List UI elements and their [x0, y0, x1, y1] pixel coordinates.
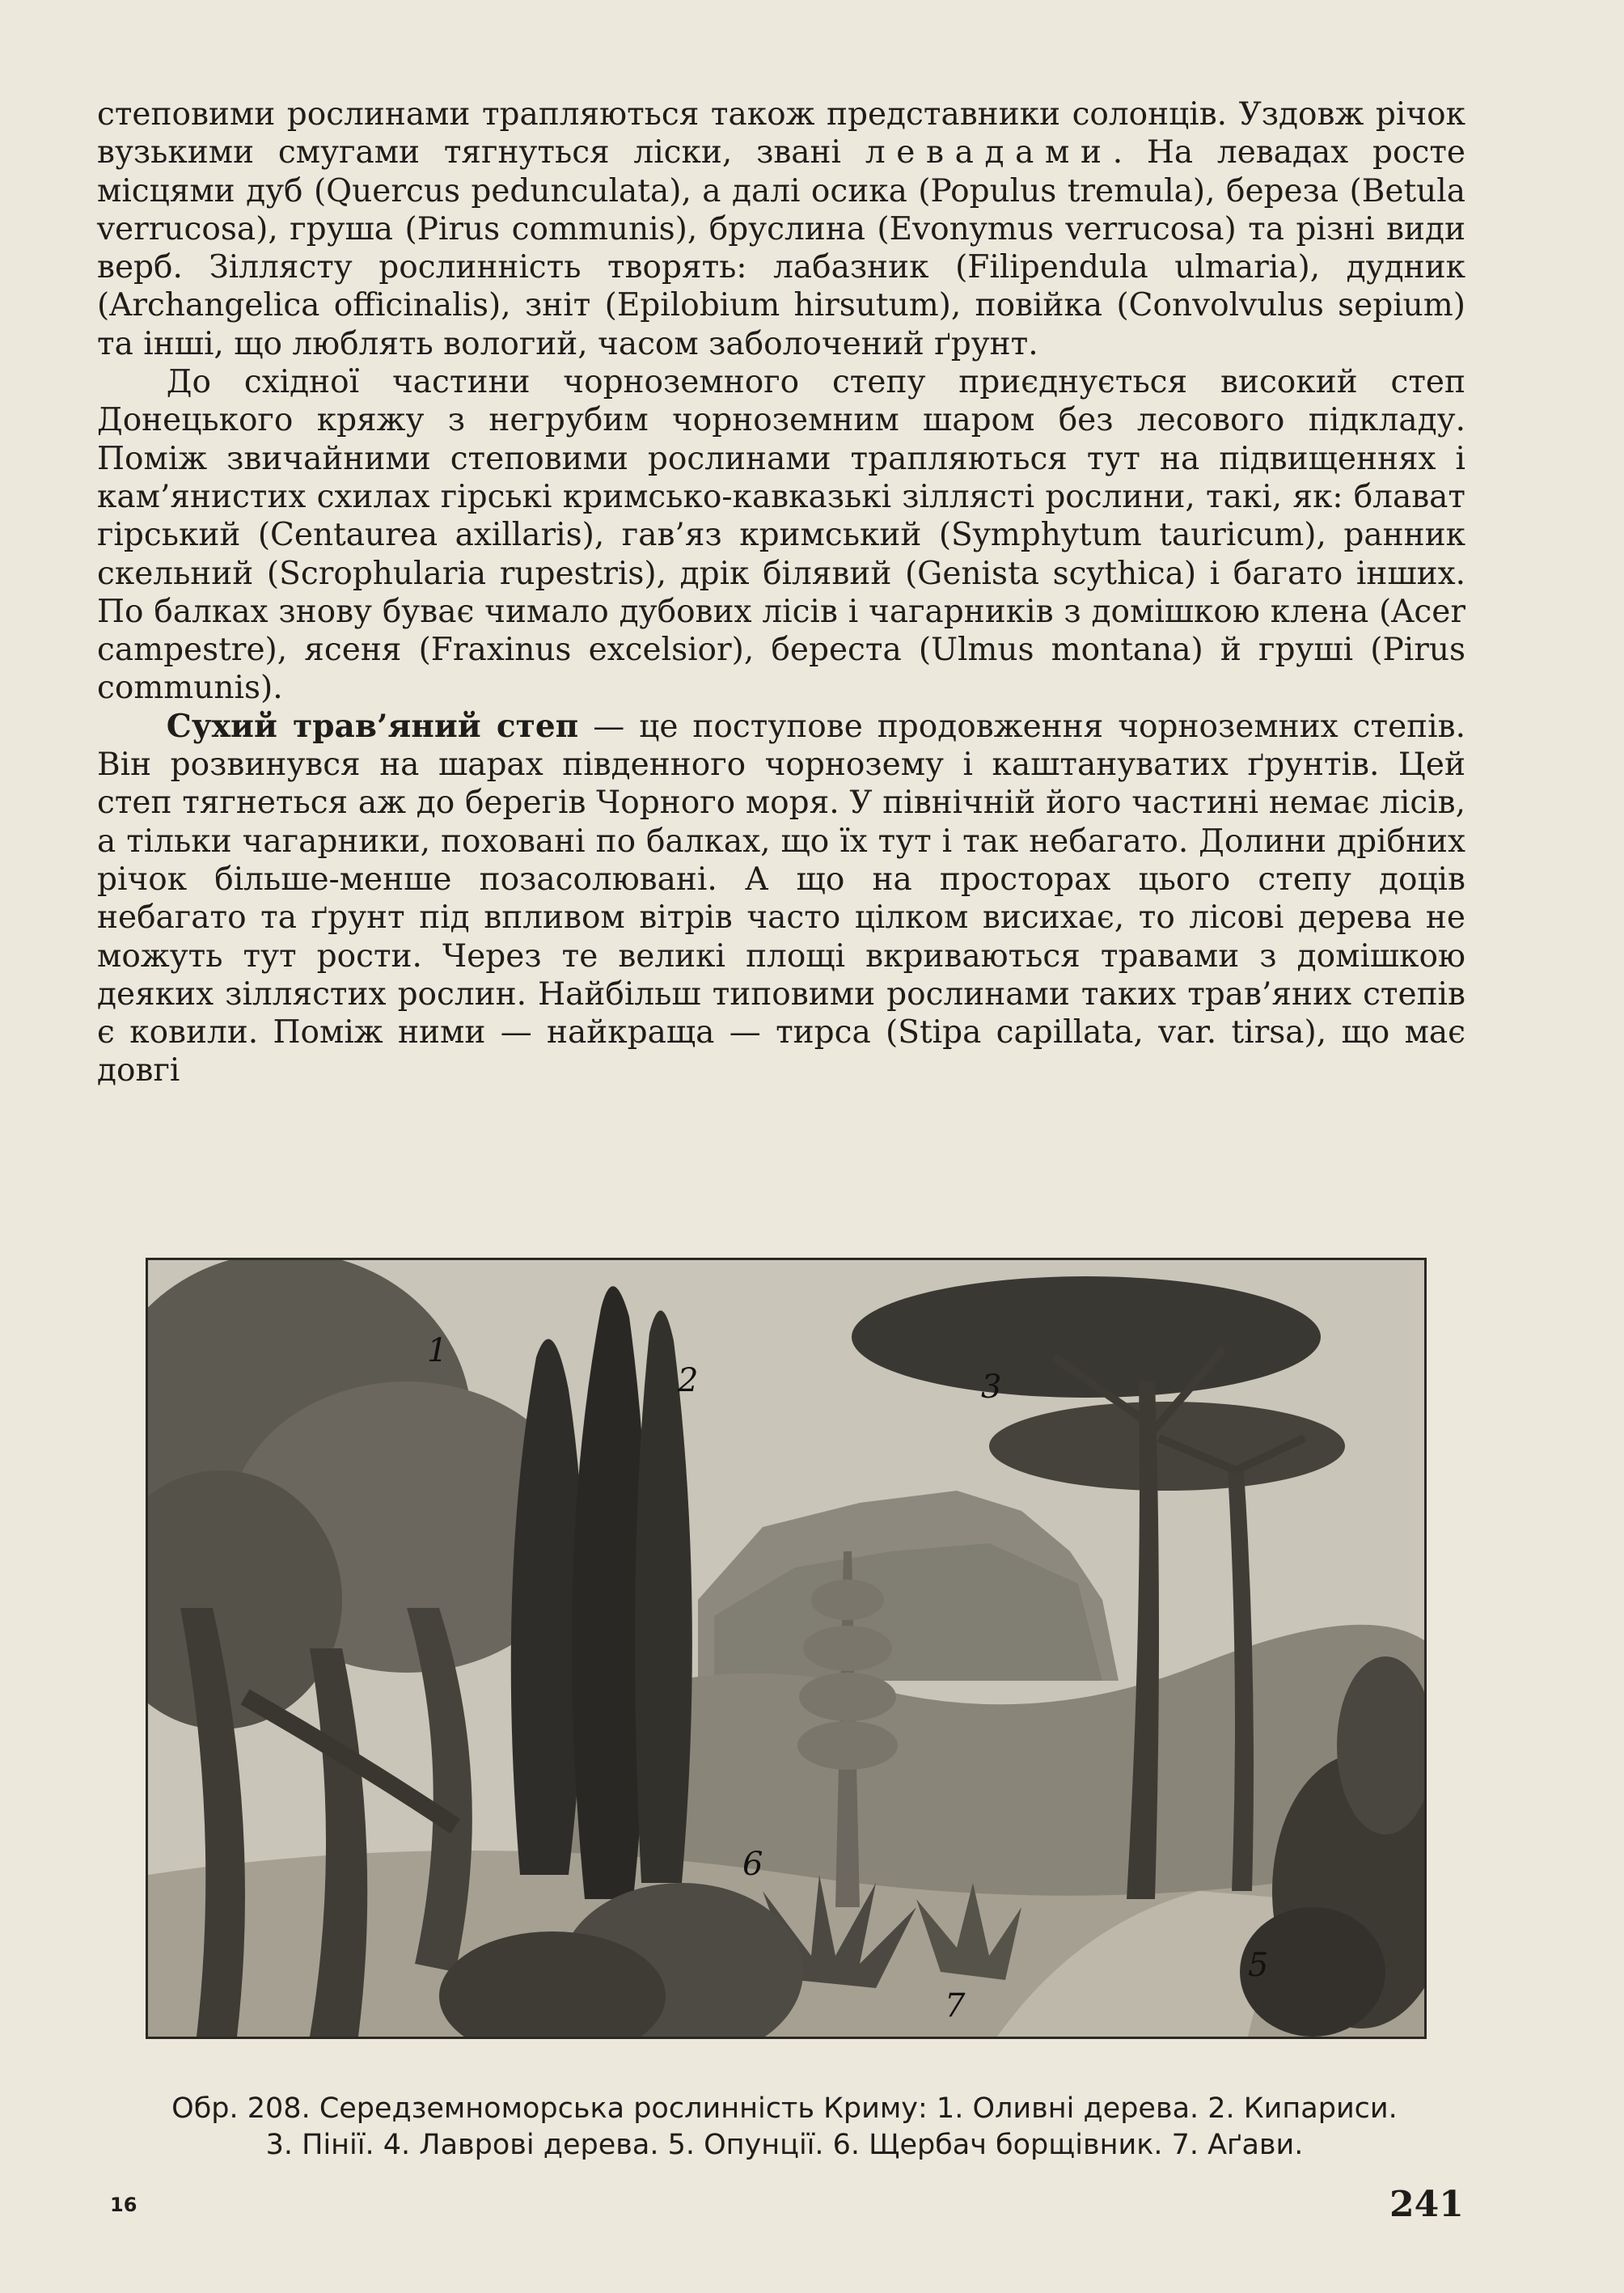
- paragraph-2: До східної частини чорноземного степу приєднується високий степ Донецького кряжу з негрубим чорноземним шаром без лесового підкладу. Поміж звичайними степовими рослинами трапляються тут на підвищеннях і кам’янистих схилах гірські кримсько-кавказькі зіллясті рослини, такі, як: блават гірський (Centaurea axillaris), гав’яз кримський (Symphytum tauricum), ранник скельний (Scrophularia rupestris), дрік білявий (Genista scythica) і багато інших. По балках знову буває чимало дубових лісів і чагарників з домішкою клена (Acer campestre), ясеня (Fraxinus excelsior), береста (Ulmus montana) й груші (Pirus communis).: [97, 364, 1465, 707]
- figure-label-5: 5: [1248, 1947, 1269, 1984]
- section-heading: Сухий трав’яний степ: [166, 707, 579, 745]
- figure-label-7: 7: [945, 1987, 966, 2024]
- figure-label-2: 2: [678, 1362, 699, 1399]
- figure-label-3: 3: [981, 1369, 1002, 1406]
- figure-caption: [97, 2091, 1472, 2164]
- figure-label-1: 1: [427, 1332, 448, 1369]
- caption-line-2: 3. Пінії. 4. Лаврові дерева. 5. Опунції. 6. Щербач борщівник. 7. Аґави.: [265, 2129, 1304, 2161]
- caption-line-1: Обр. 208. Середземноморська рослинність Криму: 1. Оливні дерева. 2. Кипариси.: [171, 2092, 1398, 2125]
- signature-mark: 16: [110, 2194, 137, 2216]
- page-number: 241: [1389, 2184, 1464, 2225]
- paragraph-1: степовими рослинами трапляються також представники солонців. Уздовж річок вузькими смугами тягнуться ліски, звані левадами. На левадах росте місцями дуб (Quercus pedunculata), а далі осика (Populus tremula), береза (Betula verrucosa), груша (Pirus communis), бруслина (Evonymus verrucosa) та різні види верб. Зіллясту рослинність творять: лабазник (Filipendula ulmaria), дудник (Archangelica officinalis), зніт (Epilobium hirsutum), повійка (Convolvulus sepium) та інші, що люблять вологий, часом заболочений ґрунт.: [97, 96, 1465, 362]
- mediterranean-vegetation-illustration: [148, 1260, 1424, 2037]
- cypress-trees: [511, 1286, 692, 1899]
- spaced-term: левадами: [865, 134, 1113, 171]
- paragraph-3: Сухий трав’яний степ — це поступове продовження чорноземних степів. Він розвинувся на шарах південного чорнозему і каштануватих ґрунтів. Цей степ тягнеться аж до берегів Чорного моря. У північній його частині немає лісів, а тільки чагарники, поховані по балках, що їх тут і так небагато. Долини дрібних річок більше-менше позасолювані. А що на просторах цього степу доців небагато та ґрунт під впливом вітрів часто цілком висихає, то лісові дерева не можуть тут рости. Через те великі площі вкриваються травами з домішкою деяких зіллястих рослин. Найбільш типовими рослинами таких трав’яних степів є ковили. Поміж ними — найкраща — тирса (Stipa capillata, var. tirsa), що має довгі: [97, 707, 1465, 1089]
- body-text: [97, 95, 1465, 1090]
- figure-label-6: 6: [742, 1846, 763, 1883]
- illustration-figure: [146, 1258, 1427, 2039]
